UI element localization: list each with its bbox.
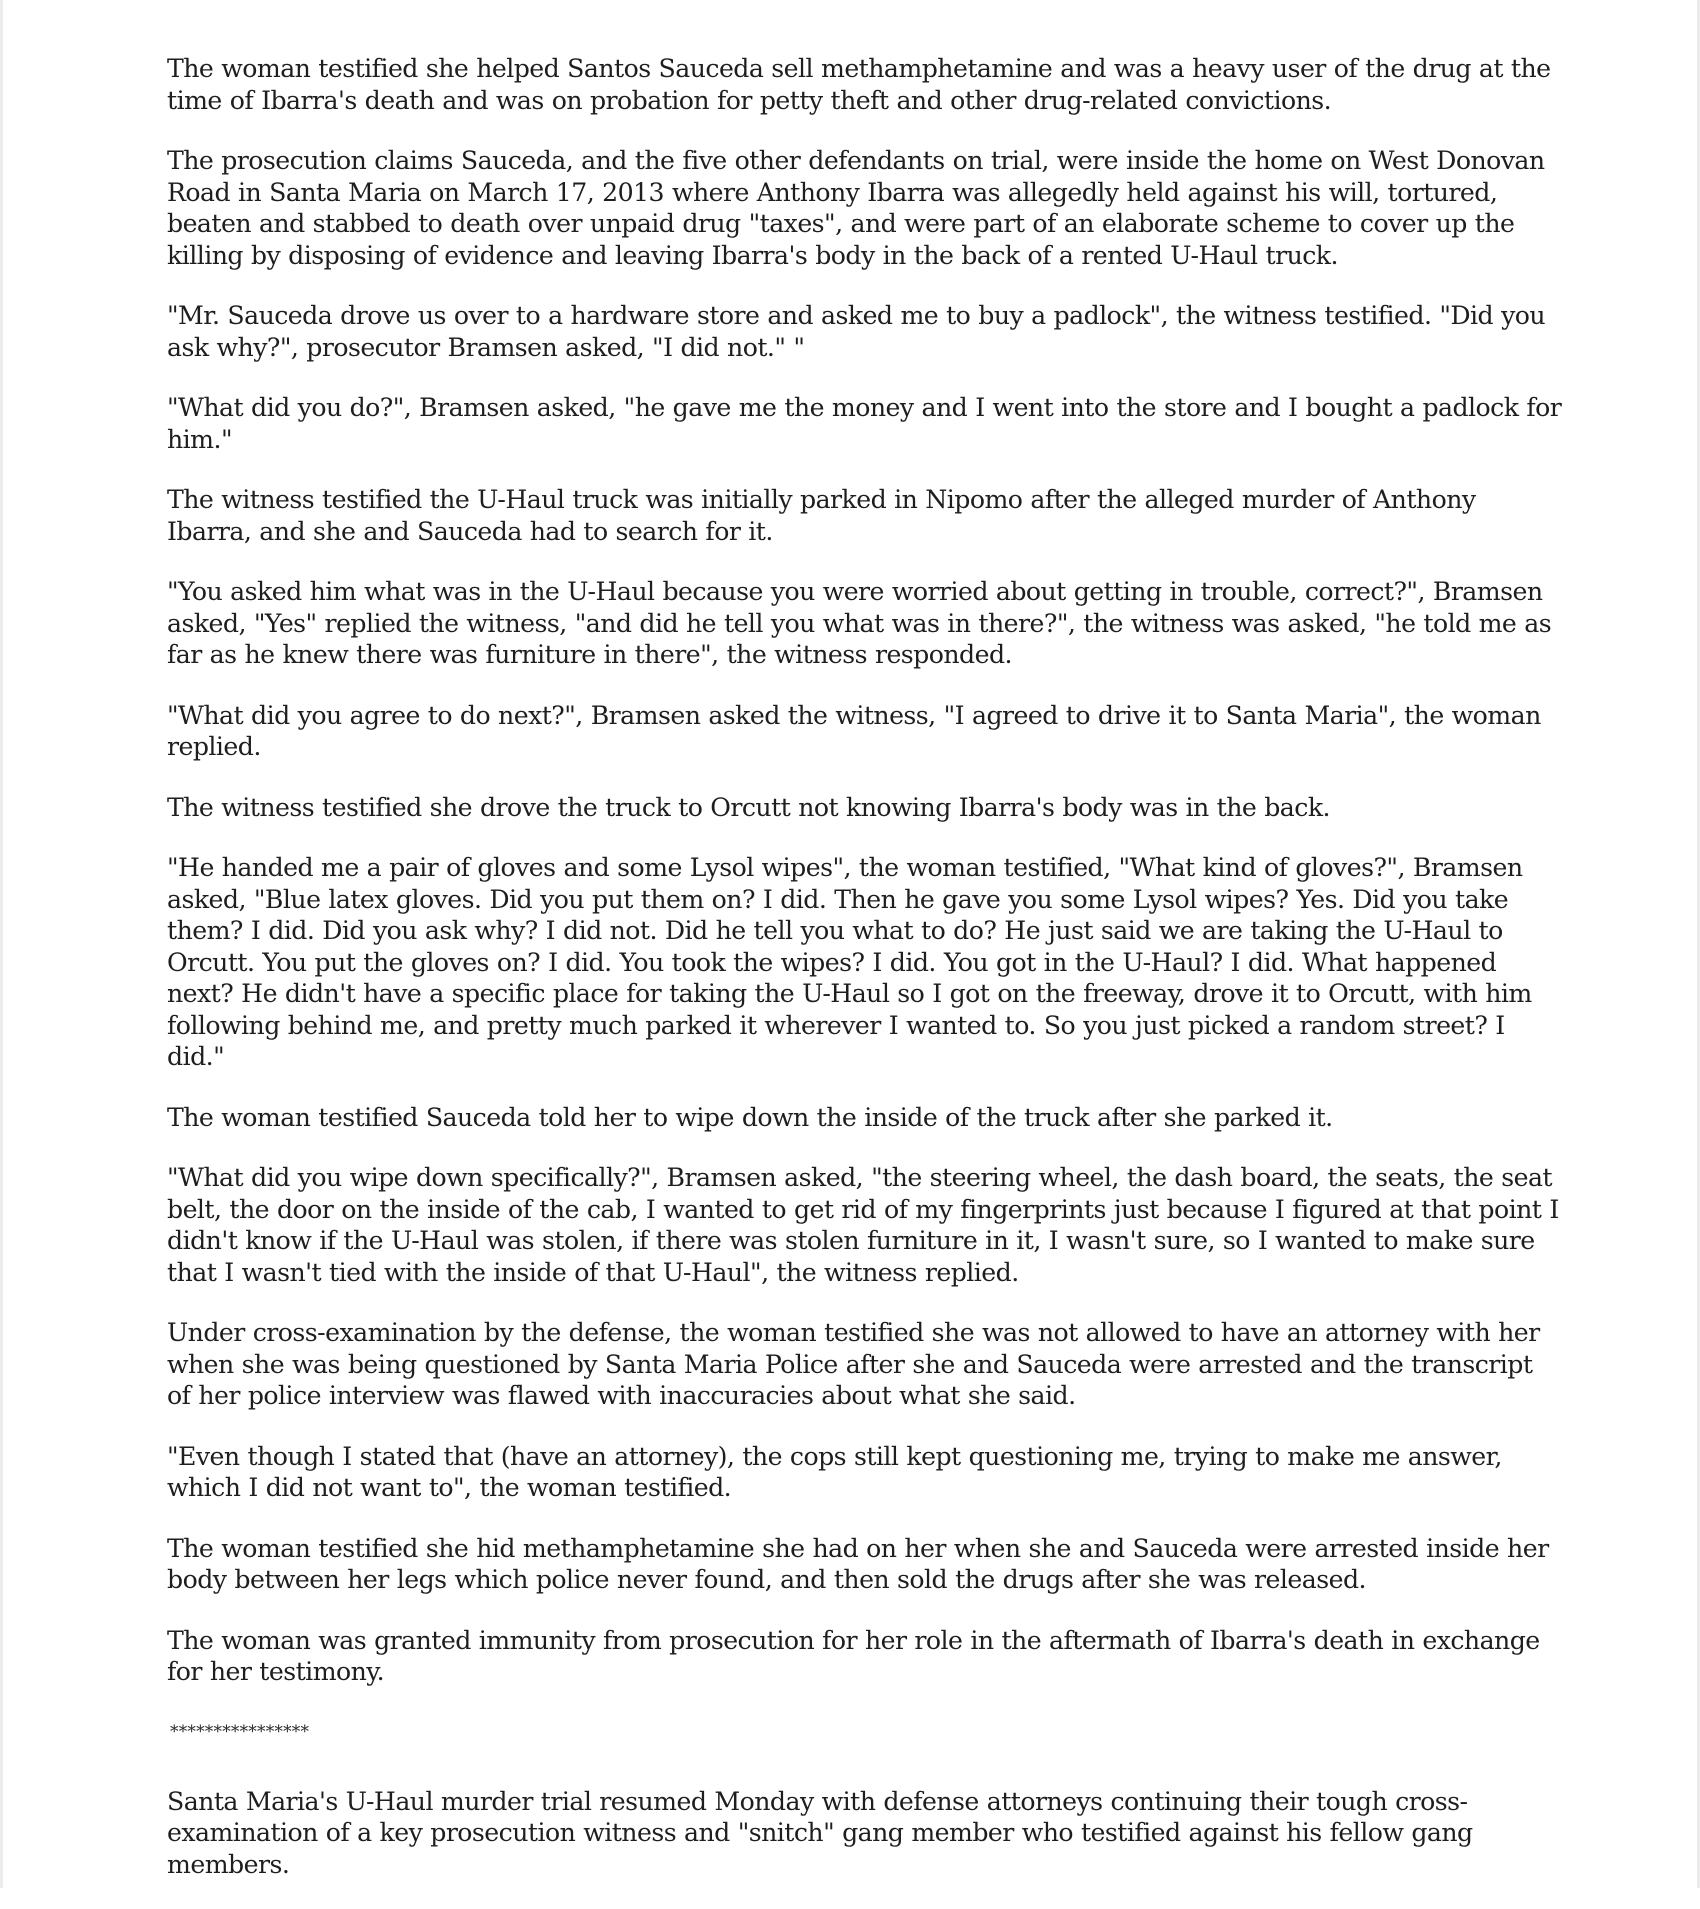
scan-edge-left — [0, 0, 3, 1888]
paragraph-12: Under cross-examination by the defense, the woman testified she was not allowed to have an attorney with her when she was being questioned by Santa Maria Police after she and Sauceda were arrested and the transcript of her police interview was flawed with inaccuracies about what she said. — [167, 1318, 1540, 1410]
paragraph-15: The woman was granted immunity from prosecution for her role in the aftermath of Ibarra's death in exchange for her testimony. — [167, 1625, 1540, 1686]
paragraph-6: "You asked him what was in the U-Haul because you were worried about getting in trouble, correct?", Bramsen asked, "Yes" replied the witness, "and did he tell you what was in there?", the witness was asked, "he told me as far as he knew there was furniture in there", the witness responded. — [167, 577, 1552, 669]
paragraph-14: The woman testified she hid methamphetamine she had on her when she and Sauceda were arrested inside her body between her legs which police never found, and then sold the drugs after she was released. — [167, 1533, 1549, 1594]
paragraph-3: "Mr. Sauceda drove us over to a hardware store and asked me to buy a padlock", the witness testified. "Did you ask why?", prosecutor Bramsen asked, "I did not." " — [167, 301, 1546, 362]
paragraph-13: "Even though I stated that (have an attorney), the cops still kept questioning me, trying to make me answer, which I did not want to", the woman testified. — [167, 1441, 1502, 1502]
article-body — [167, 53, 1563, 1909]
paragraph-8: The witness testified she drove the truck to Orcutt not knowing Ibarra's body was in the back. — [167, 792, 1330, 822]
paragraph-1: The woman testified she helped Santos Sauceda sell methamphetamine and was a heavy user of the drug at the time of Ibarra's death and was on probation for petty theft and other drug-related convictions. — [167, 54, 1551, 115]
paragraph-4: "What did you do?", Bramsen asked, "he gave me the money and I went into the store and I bought a padlock for him." — [167, 393, 1562, 454]
paragraph-5: The witness testified the U-Haul truck was initially parked in Nipomo after the alleged murder of Anthony Ibarra, and she and Sauceda had to search for it. — [167, 485, 1476, 546]
paragraph-7: "What did you agree to do next?", Bramsen asked the witness, "I agreed to drive it to Santa Maria", the woman replied. — [167, 700, 1541, 761]
closing-paragraph: Santa Maria's U-Haul murder trial resumed Monday with defense attorneys continuing their tough cross-examination of a key prosecution witness and "snitch" gang member who testified against his fellow gang members. — [167, 1786, 1473, 1879]
paragraph-2: The prosecution claims Sauceda, and the five other defendants on trial, were inside the home on West Donovan Road in Santa Maria on March 17, 2013 where Anthony Ibarra was allegedly held against his will, tortured, beaten and stabbed to death over unpaid drug "taxes", and were part of an elaborate scheme to cover up the killing by disposing of evidence and leaving Ibarra's body in the back of a rented U-Haul truck. — [167, 146, 1545, 270]
paragraph-11: "What did you wipe down specifically?", Bramsen asked, "the steering wheel, the dash board, the seats, the seat belt, the door on the inside of the cab, I wanted to get rid of my fingerprints just because I figured at that point I didn't know if the U-Haul was stolen, if there was stolen furniture in it, I wasn't sure, so I wanted to make sure that I wasn't tied with the inside of that U-Haul", the witness replied. — [167, 1163, 1559, 1287]
section-separator: **************** — [170, 1721, 310, 1742]
paragraph-10: The woman testified Sauceda told her to wipe down the inside of the truck after she parked it. — [167, 1102, 1333, 1132]
paragraph-9: "He handed me a pair of gloves and some Lysol wipes", the woman testified, "What kind of gloves?", Bramsen asked, "Blue latex gloves. Did you put them on? I did. Then he gave you some Lysol wipes? Yes. Did you take them? I did. Did you ask why? I did not. Did he tell you what to do? He just said we are taking the U-Haul to Orcutt. You put the gloves on? I did. You took the wipes? I did. You got in the U-Haul? I did. What happened next? He didn't have a specific place for taking the U-Haul so I got on the freeway, drove it to Orcutt, with him following behind me, and pretty much parked it wherever I wanted to. So you just picked a random street? I did." — [167, 853, 1532, 1071]
